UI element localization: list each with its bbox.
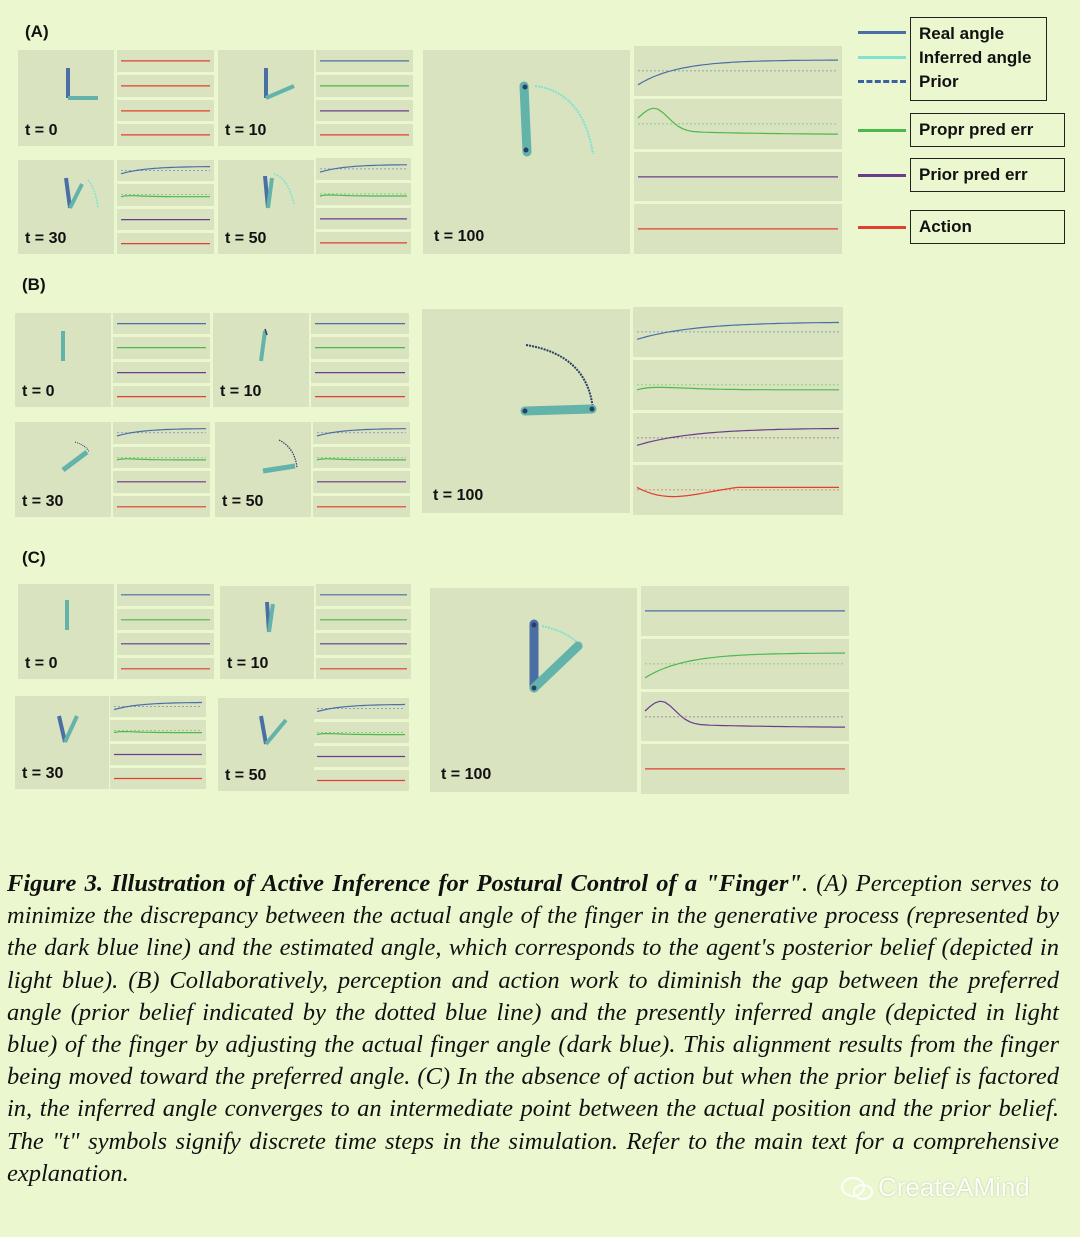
wechat-icon (840, 1176, 874, 1202)
plot-trace (114, 732, 202, 733)
panel-a-plots-t30 (117, 160, 214, 254)
mini-plot (117, 233, 214, 254)
mini-plot (113, 362, 210, 383)
mini-plot (311, 313, 409, 334)
mini-plot (311, 337, 409, 358)
plot-trace (637, 488, 839, 497)
mini-plot (316, 208, 411, 230)
time-label: t = 30 (22, 765, 64, 782)
time-label: t = 50 (222, 493, 264, 510)
plot-trace (637, 428, 839, 445)
mini-plot (633, 360, 843, 410)
mini-plot (633, 413, 843, 463)
plot-trace (317, 734, 405, 735)
panel-c-label: (C) (22, 548, 46, 567)
mini-plot (117, 124, 214, 146)
time-label: t = 50 (225, 230, 267, 247)
mini-plot (113, 337, 210, 358)
legend-box-propr-pred-err (910, 113, 1065, 147)
watermark (840, 1172, 1030, 1203)
panel-a-label: (A) (25, 22, 49, 41)
legend-label-prior-pred-err: Prior pred err (919, 165, 1028, 184)
plot-trace (320, 165, 407, 172)
mini-plot (316, 609, 411, 631)
legend-item-prior-pred-err (858, 158, 1068, 192)
legend-label-propr-pred-err: Propr pred err (919, 120, 1034, 139)
legend-label-real-angle: Real angle (919, 24, 1005, 43)
panel-c-plots-t0 (117, 584, 214, 679)
time-label: t = 10 (220, 383, 262, 400)
mini-plot (313, 770, 409, 791)
panel-a-plots-t10 (316, 50, 413, 146)
mini-plot (634, 46, 842, 96)
mini-plot (316, 50, 413, 72)
panel-c-plots-t50 (313, 698, 409, 791)
time-label: t = 100 (441, 766, 492, 783)
panel-a-sim-t100 (423, 50, 630, 254)
mini-plot (641, 692, 849, 742)
mini-plot (311, 386, 409, 407)
mini-plot (316, 100, 413, 122)
legend-group-angles (858, 17, 1058, 100)
mini-plot (117, 658, 214, 680)
panel-a-sim-t0 (18, 50, 114, 146)
mini-plot (113, 422, 210, 444)
legend-line-inferred-angle (858, 56, 906, 59)
mini-plot (110, 744, 206, 765)
panel-b-plots-t0 (113, 313, 210, 407)
panel-a-sim-t30 (18, 160, 114, 254)
mini-plot (311, 362, 409, 383)
panel-b-label: (B) (22, 275, 46, 294)
panel-b-sim-t0 (15, 313, 111, 407)
mini-plot (634, 99, 842, 149)
plot-trace (638, 108, 838, 134)
panel-c-sim-t10 (220, 586, 314, 679)
mini-plot (117, 609, 214, 631)
legend-item-propr-pred-err (858, 113, 1068, 147)
mini-plot (110, 768, 206, 789)
panel-c-sim-t0 (18, 584, 114, 679)
plot-trace (645, 653, 845, 678)
panel-b-sim-t10 (213, 313, 309, 407)
legend-line-action (858, 226, 906, 229)
time-label: t = 0 (25, 655, 58, 672)
panel-b-sim-t30 (15, 422, 111, 517)
legend-line-prior (858, 80, 906, 83)
mini-plot (313, 422, 410, 444)
mini-plot (316, 658, 411, 680)
time-label: t = 100 (433, 487, 484, 504)
plot-trace (637, 387, 839, 389)
panel-b-plots-t10 (311, 313, 409, 407)
plot-trace (317, 458, 406, 459)
finger-diagram (423, 50, 630, 254)
panel-a-sim-t50 (218, 160, 314, 254)
mini-plot (313, 471, 410, 493)
plot-trace (121, 196, 210, 197)
time-label: t = 30 (22, 493, 64, 510)
finger-diagram (430, 588, 637, 792)
legend-label-prior: Prior (919, 72, 959, 91)
mini-plot (110, 720, 206, 741)
legend-label-action: Action (919, 217, 972, 236)
mini-plot (641, 586, 849, 636)
panel-a-plots-t50 (316, 158, 411, 254)
plot-trace (317, 705, 405, 712)
panel-a-plots-t100 (634, 46, 842, 254)
mini-plot (633, 465, 843, 515)
mini-plot (117, 633, 214, 655)
mini-plot (316, 75, 413, 97)
legend-line-prior-pred-err (858, 174, 906, 177)
mini-plot (316, 232, 411, 254)
mini-plot (117, 184, 214, 205)
time-label: t = 0 (25, 122, 58, 139)
panel-a-sim-t10 (218, 50, 314, 146)
panel-b-sim-t50 (215, 422, 311, 517)
mini-plot (316, 584, 411, 606)
legend-line-real-angle (858, 31, 906, 34)
mini-plot (117, 75, 214, 97)
mini-plot (316, 183, 411, 205)
time-label: t = 10 (225, 122, 267, 139)
mini-plot (313, 746, 409, 767)
mini-plot (634, 152, 842, 202)
mini-plot (110, 696, 206, 717)
mini-plot (641, 744, 849, 794)
legend-label-inferred-angle: Inferred angle (919, 48, 1032, 67)
legend-box-action (910, 210, 1065, 244)
panel-c-plots-t100 (641, 586, 849, 794)
plot-trace (645, 701, 845, 727)
plot-trace (121, 167, 210, 174)
panel-b-plots-t30 (113, 422, 210, 517)
mini-plot (113, 386, 210, 407)
mini-plot (117, 160, 214, 181)
panel-b-plots-t100 (633, 307, 843, 515)
plot-trace (637, 323, 839, 340)
caption-body: . (A) Perception serves to minimize the discrepancy between the actual angle of the finger in the generative process (represented by the dark blue line) and the estimated angle, which corresponds to the agent's posterior belief (depicted in light blue). (B) Collaboratively, perception and action work to diminish the gap between the preferred angle (prior belief indicated by the dotted blue line) and the presently inferred angle (depicted in light blue) of the finger by adjusting the actual finger angle (dark blue). This alignment results from the finger being moved toward the preferred angle. (C) In the absence of action but when the prior belief is factored in, the inferred angle converges to an intermediate point between the actual position and the prior belief. The "t" symbols signify discrete time steps in the simulation. Refer to the main text for a comprehensive explanation. (7, 870, 1059, 1187)
plot-trace (320, 195, 407, 196)
legend-line-propr-pred-err (858, 129, 906, 132)
panel-c-sim-t50 (218, 698, 314, 791)
plot-trace (117, 458, 206, 459)
mini-plot (117, 209, 214, 230)
mini-plot (641, 639, 849, 689)
legend-box-angles (910, 17, 1047, 101)
panel-c-plots-t10 (316, 584, 411, 679)
mini-plot (313, 496, 410, 518)
panel-c-plots-t30 (110, 696, 206, 789)
plot-trace (638, 60, 838, 85)
mini-plot (113, 496, 210, 518)
mini-plot (634, 204, 842, 254)
mini-plot (316, 633, 411, 655)
mini-plot (316, 124, 413, 146)
mini-plot (633, 307, 843, 357)
panel-c-sim-t100 (430, 588, 637, 792)
mini-plot (117, 584, 214, 606)
time-label: t = 50 (225, 767, 267, 784)
panel-b-sim-t100 (422, 309, 630, 513)
mini-plot (313, 447, 410, 469)
mini-plot (316, 158, 411, 180)
plot-trace (114, 703, 202, 710)
time-label: t = 30 (25, 230, 67, 247)
time-label: t = 100 (434, 228, 485, 245)
mini-plot (113, 447, 210, 469)
panel-b-plots-t50 (313, 422, 410, 517)
mini-plot (313, 722, 409, 743)
mini-plot (113, 313, 210, 334)
panel-a-plots-t0 (117, 50, 214, 146)
caption-title: Figure 3. Illustration of Active Inference for Postural Control of a "Finger" (7, 870, 802, 897)
figure-caption (7, 868, 1059, 1190)
mini-plot (313, 698, 409, 719)
time-label: t = 10 (227, 655, 269, 672)
mini-plot (117, 100, 214, 122)
legend-item-action (858, 210, 1068, 244)
time-label: t = 0 (22, 383, 55, 400)
watermark-text: CreateAMind (878, 1172, 1030, 1202)
finger-diagram (422, 309, 630, 513)
mini-plot (117, 50, 214, 72)
mini-plot (113, 471, 210, 493)
legend-box-prior-pred-err (910, 158, 1065, 192)
panel-c-sim-t30 (15, 696, 109, 789)
